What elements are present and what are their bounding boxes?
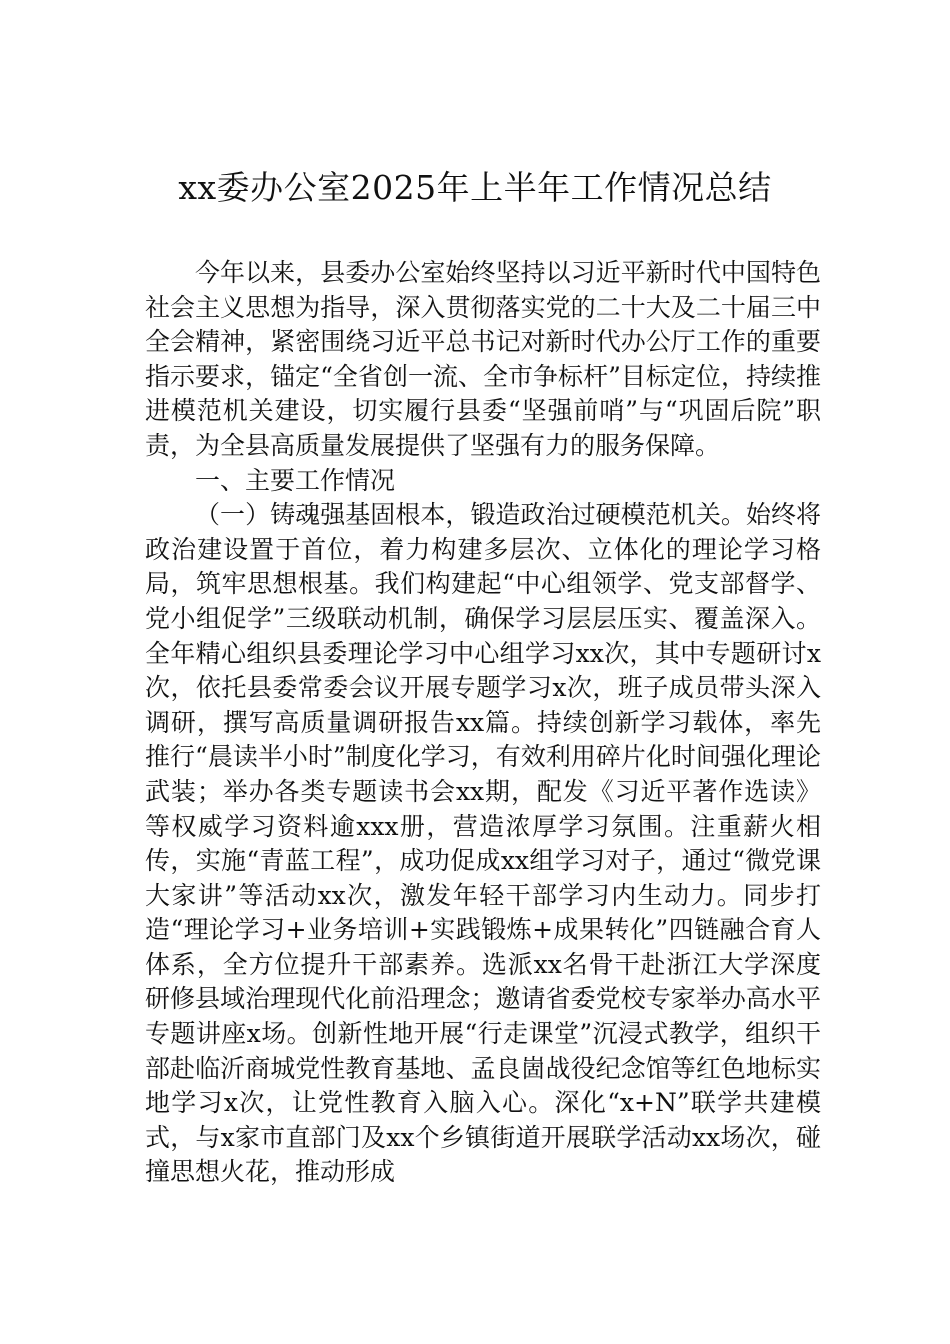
document-body	[145, 256, 821, 1190]
document-title: xx委办公室2025年上半年工作情况总结	[178, 168, 772, 207]
subsection-paragraph: （一）铸魂强基固根本，锻造政治过硬模范机关。始终将政治建设置于首位，着力构建多层次、立体化的理论学习格局，筑牢思想根基。我们构建起“中心组领学、党支部督学、党小组促学”三级联动机制，确保学习层层压实、覆盖深入。全年精心组织县委理论学习中心组学习xx次，其中专题研讨x次，依托县委常委会议开展专题学习x次，班子成员带头深入调研，撰写高质量调研报告xx篇。持续创新学习载体，率先推行“晨读半小时”制度化学习，有效利用碎片化时间强化理论武装；举办各类专题读书会xx期，配发《习近平著作选读》等权威学习资料逾xxx册，营造浓厚学习氛围。注重薪火相传，实施“青蓝工程”，成功促成xx组学习对子，通过“微党课大家讲”等活动xx次，激发年轻干部学习内生动力。同步打造“理论学习+业务培训+实践锻炼+成果转化”四链融合育人体系，全方位提升干部素养。选派xx名骨干赴浙江大学深度研修县域治理现代化前沿理念；邀请省委党校专家举办高水平专题讲座x场。创新性地开展“行走课堂”沉浸式教学，组织干部赴临沂商城党性教育基地、孟良崮战役纪念馆等红色地标实地学习x次，让党性教育入脑入心。深化“x+N”联学共建模式，与x家市直部门及xx个乡镇街道开展联学活动xx场次，碰撞思想火花，推动形成	[145, 500, 821, 1187]
intro-paragraph: 今年以来，县委办公室始终坚持以习近平新时代中国特色社会主义思想为指导，深入贯彻落实党的二十大及二十届三中全会精神，紧密围绕习近平总书记对新时代办公厅工作的重要指示要求，锚定“全省创一流、全市争标杆”目标定位，持续推进模范机关建设，切实履行县委“坚强前哨”与“巩固后院”职责，为全县高质量发展提供了坚强有力的服务保障。	[145, 258, 821, 460]
section-heading: 一、主要工作情况	[195, 465, 396, 495]
